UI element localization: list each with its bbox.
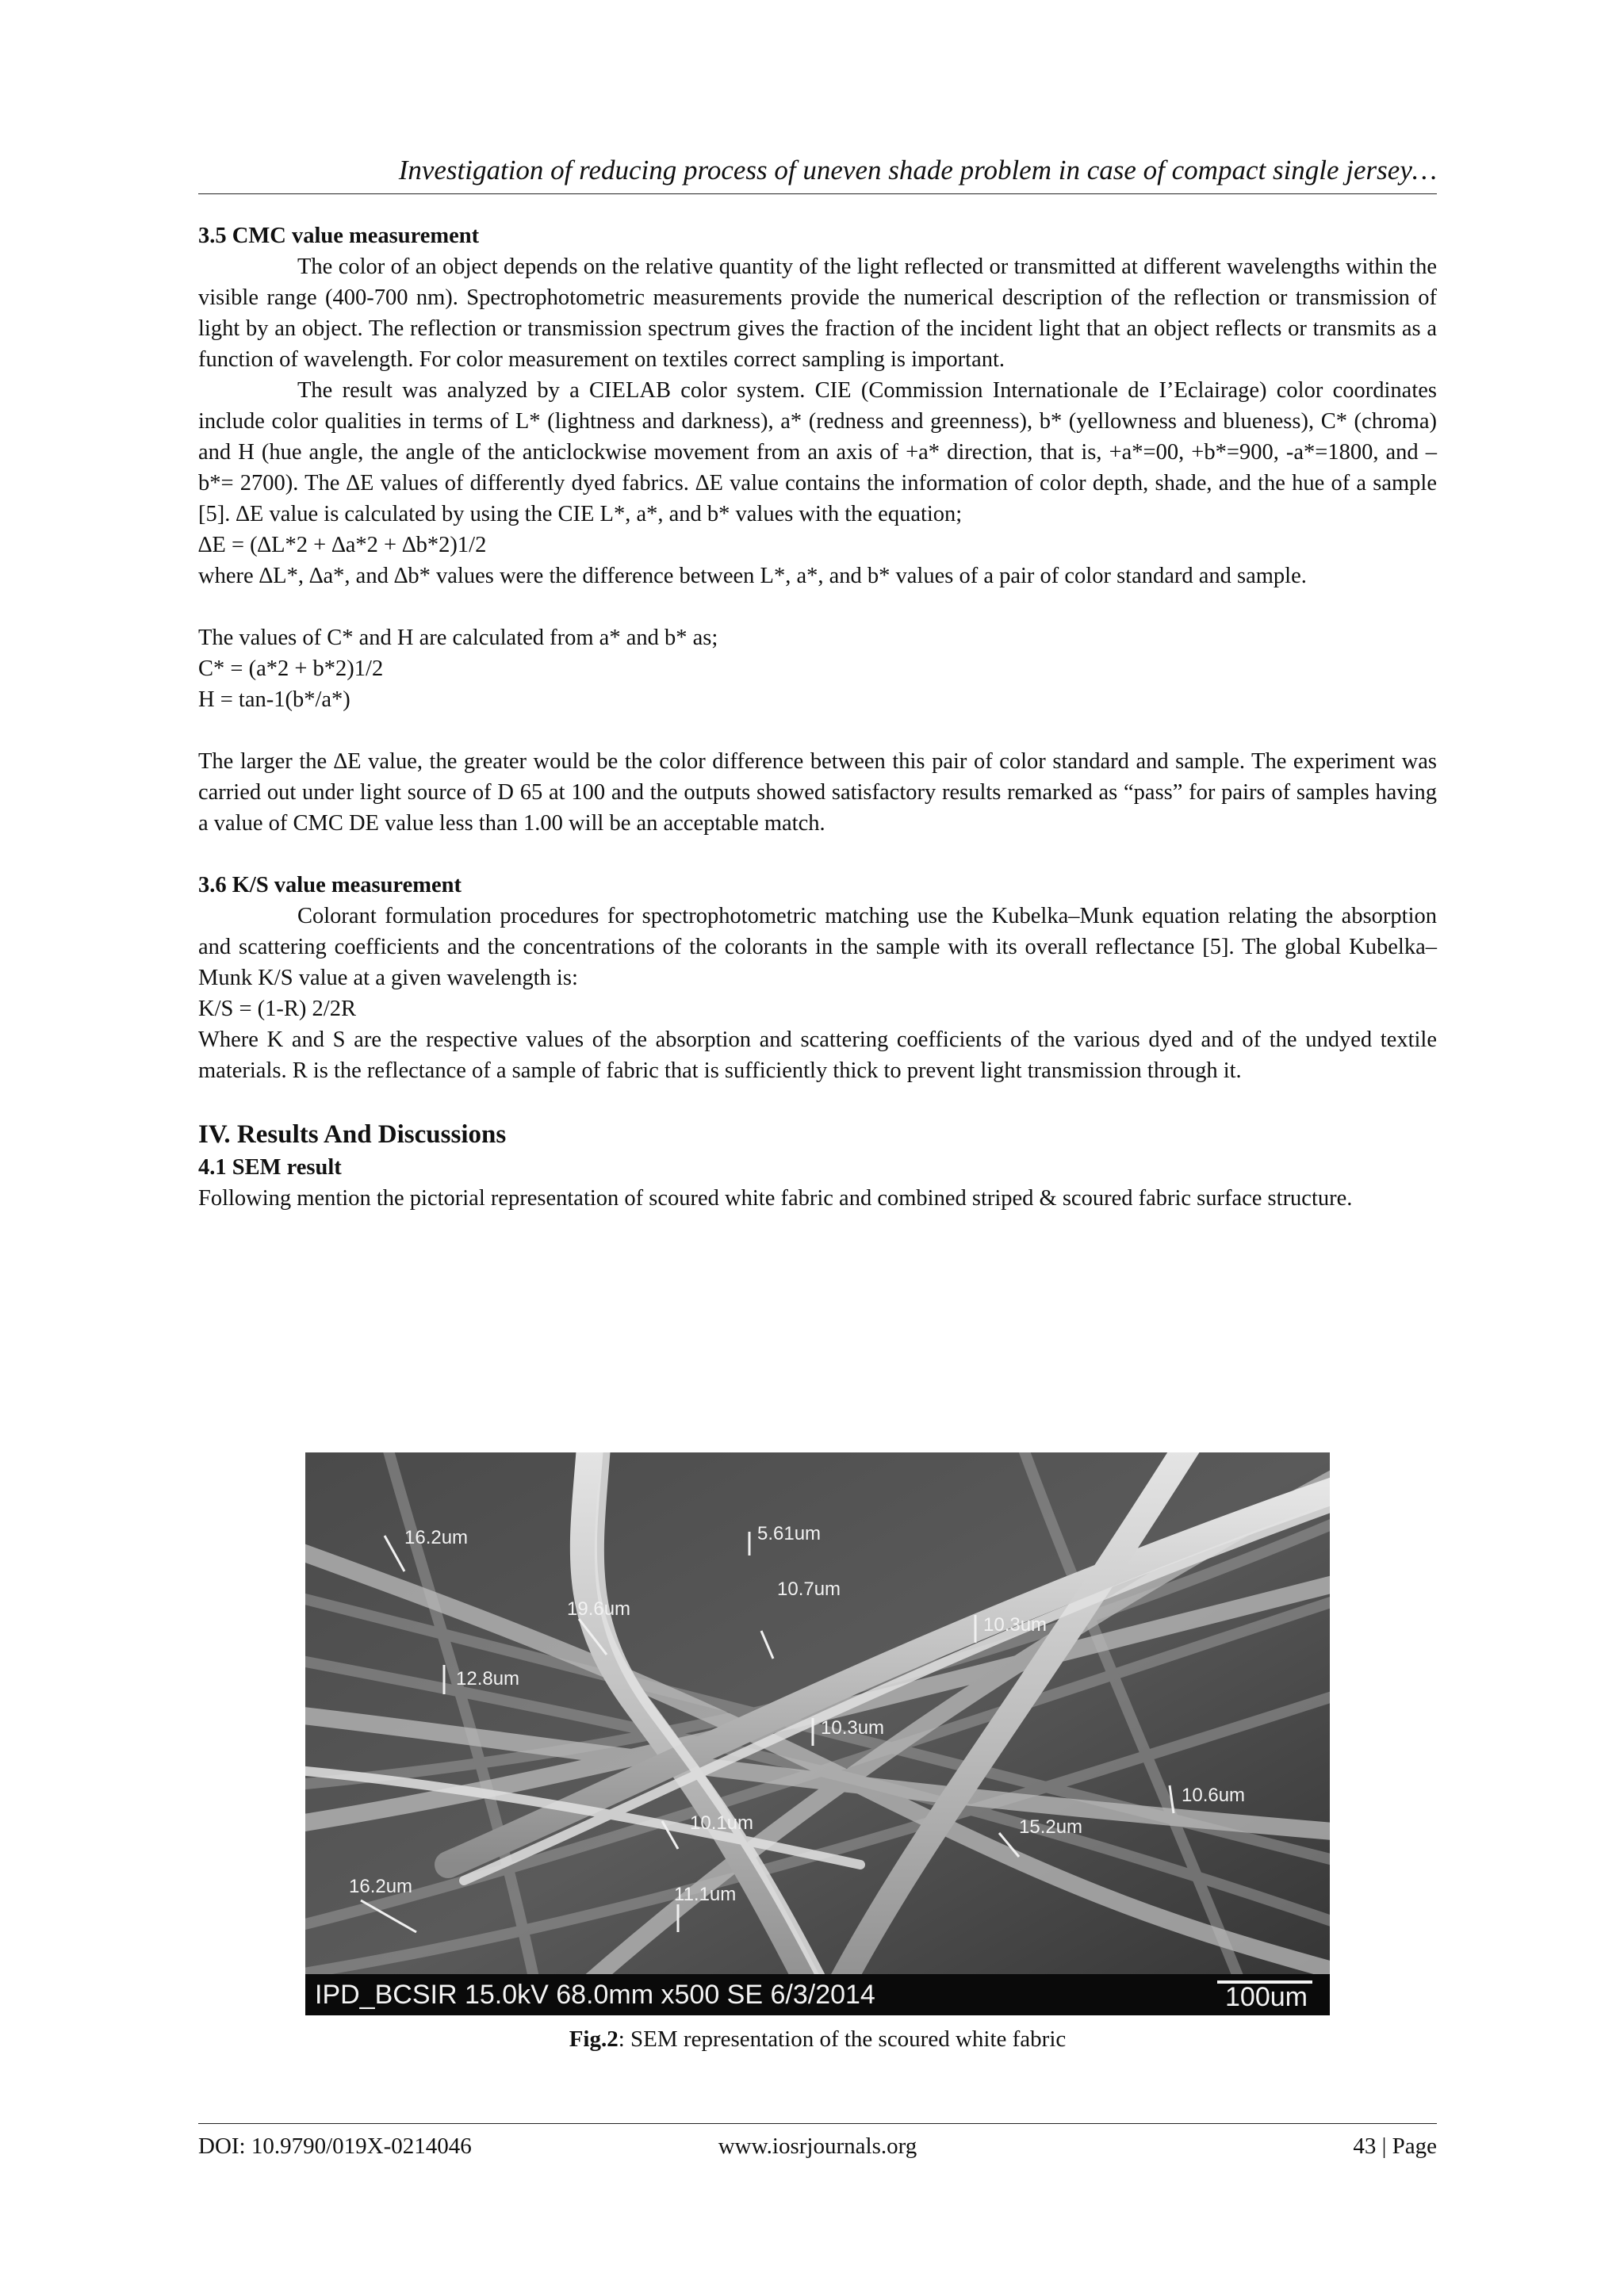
section-heading-3-6: 3.6 K/S value measurement	[198, 873, 462, 897]
footer-rule	[198, 2123, 1437, 2124]
measurement-label: 19.6um	[567, 1598, 631, 1620]
running-head: Investigation of reducing process of uneven shade problem in case of compact single jersey…	[398, 155, 1437, 186]
section-heading-3-5: 3.5 CMC value measurement	[198, 224, 480, 248]
paragraph: The values of C* and H are calculated from a* and b* as;	[198, 626, 718, 650]
paragraph: The result was analyzed by a CIELAB color system. CIE (Commission Internationale de I’Eclairage) color coordinates include color qualities in terms of L* (lightness and darkness), a* (redness and greenness), b* (yellowness and blueness), C* (chroma) and H (hue angle, the angle of the anticlockwise movement from an axis of +a* direction, that is, +a*=00, +b*=900, -a*=1800, and –b*= 2700). The ∆E values of differently dyed fabrics. ∆E value contains the information of color depth, shade, and the hue of a sample [5]. ∆E value is calculated by using the CIE L*, a*, and b* values with the equation;	[198, 378, 1437, 526]
footer-doi: DOI: 10.9790/019X-0214046	[198, 2133, 472, 2159]
section-heading-iv: IV. Results And Discussions	[198, 1120, 507, 1149]
measurement-label: 5.61um	[757, 1523, 822, 1544]
sem-info-bar: IPD_BCSIR 15.0kV 68.0mm x500 SE 6/3/2014	[315, 1980, 875, 2010]
paragraph: Colorant formulation procedures for spectrophotometric matching use the Kubelka–Munk equation relating the absorption and scattering coefficients and the concentrations of the colorants in the sample with its overall reflectance [5]. The global Kubelka–Munk K/S value at a given wavelength is:	[198, 904, 1437, 990]
paragraph: Where K and S are the respective values of the absorption and scattering coefficients of the various dyed and of the undyed textile materials. R is the reflectance of a sample of fabric that is sufficiently thick to prevent light transmission through it.	[198, 1027, 1437, 1083]
section-heading-4-1: 4.1 SEM result	[198, 1155, 342, 1180]
measurement-label: 16.2um	[404, 1527, 469, 1548]
paragraph: where ∆L*, ∆a*, and ∆b* values were the difference between L*, a*, and b* values of a pair of color standard and sample.	[198, 564, 1307, 588]
measurement-label: 10.7um	[777, 1578, 841, 1600]
measurement-label: 10.1um	[690, 1812, 754, 1834]
measurement-label: 12.8um	[456, 1668, 520, 1689]
sem-figure	[305, 1452, 1330, 2015]
figure-caption	[198, 2024, 1437, 2054]
equation-delta-e: ∆E = (∆L*2 + ∆a*2 + ∆b*2)1/2	[198, 533, 487, 557]
scale-bar-label: 100um	[1225, 1982, 1308, 2012]
caption-text: : SEM representation of the scoured white fabric	[618, 2026, 1067, 2052]
measurement-label: 10.3um	[983, 1614, 1048, 1636]
sem-image	[305, 1452, 1330, 2015]
paragraph: The color of an object depends on the relative quantity of the light reflected or transmitted at different wavelengths within the visible range (400-700 nm). Spectrophotometric measurements provide the numerical description of the reflection or transmission of light by an object. The reflection or transmission spectrum gives the fraction of the incident light that an object reflects or transmits as a function of wavelength. For color measurement on textiles correct sampling is important.	[198, 254, 1437, 372]
body-text	[198, 220, 1437, 1214]
footer-website: www.iosrjournals.org	[718, 2133, 917, 2159]
measurement-label: 10.3um	[821, 1717, 885, 1739]
measurement-label: 16.2um	[349, 1876, 413, 1897]
measurement-label: 10.6um	[1182, 1785, 1246, 1806]
header-rule	[198, 193, 1437, 194]
paragraph: Following mention the pictorial representation of scoured white fabric and combined striped & scoured fabric surface structure.	[198, 1186, 1353, 1211]
measurement-label: 11.1um	[674, 1884, 737, 1905]
caption-label: Fig.2	[569, 2026, 619, 2052]
equation-chroma: C* = (a*2 + b*2)1/2	[198, 656, 384, 681]
footer-page-number: 43 | Page	[1353, 2133, 1437, 2159]
equation-hue: H = tan-1(b*/a*)	[198, 687, 350, 712]
equation-ks: K/S = (1-R) 2/2R	[198, 997, 356, 1021]
paragraph: The larger the ∆E value, the greater would be the color difference between this pair of color standard and sample. The experiment was carried out under light source of D 65 at 100 and the outputs showed satisfactory results remarked as “pass” for pairs of samples having a value of CMC DE value less than 1.00 will be an acceptable match.	[198, 749, 1437, 836]
measurement-label: 15.2um	[1019, 1816, 1083, 1838]
